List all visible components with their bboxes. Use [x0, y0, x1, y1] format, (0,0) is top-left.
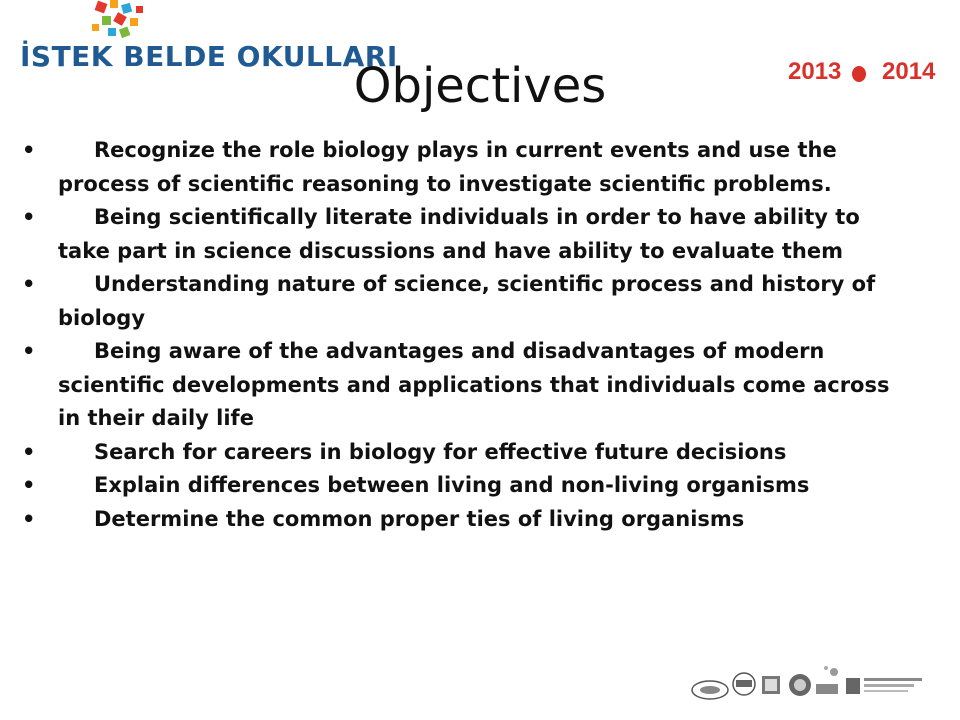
objectives-list [58, 134, 908, 536]
objective-item: • Being aware of the advantages and disadvantages of modern scientific developments and applications that individuals come across in their daily life [58, 335, 908, 436]
objective-item: • Recognize the role biology plays in current events and use the process of scientific reasoning to investigate scientific problems. [58, 134, 908, 201]
partner-logo-europbs-icon [816, 666, 838, 694]
partner-logo-oval-icon [692, 681, 728, 699]
objective-item: • Explain differences between living and non-living organisms [58, 469, 908, 503]
partner-logo-cambridge-icon [846, 678, 922, 694]
year-end: 2014 [882, 58, 936, 85]
objective-item: • Search for careers in biology for effective future decisions [58, 436, 908, 470]
partner-logo-esn-icon [733, 673, 755, 695]
page-title: Objectives [353, 58, 607, 114]
partner-logo-book-icon [762, 676, 780, 694]
partner-logo-round-icon [789, 674, 811, 696]
objective-item: • Being scientifically literate individuals in order to have ability to take part in science discussions and have ability to evaluate them [58, 201, 908, 268]
partner-logos [688, 660, 928, 708]
objective-item: • Understanding nature of science, scientific process and history of biology [58, 268, 908, 335]
logo-text: İSTEK BELDE OKULLARI [20, 40, 398, 73]
year-separator-dot-icon [852, 66, 866, 82]
objective-item: • Determine the common proper ties of living organisms [58, 503, 908, 537]
year-start: 2013 [788, 58, 842, 85]
